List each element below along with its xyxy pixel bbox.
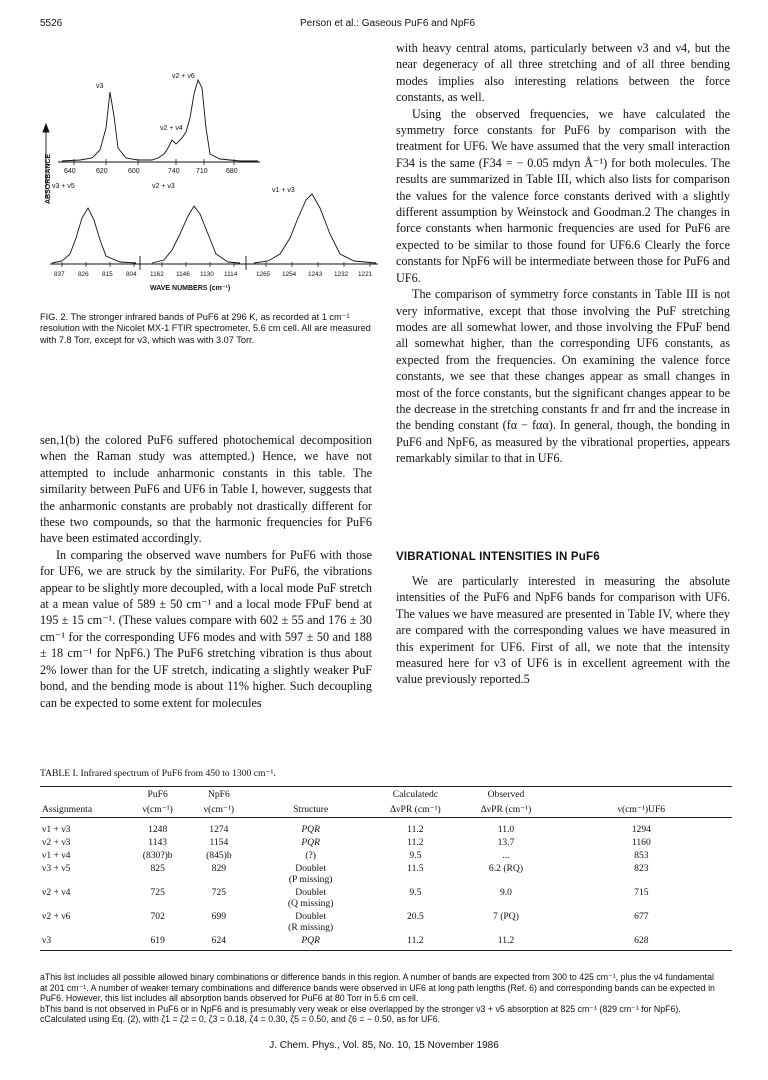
x-axis-label: WAVE NUMBERS (cm⁻¹) (150, 285, 231, 292)
tick-label: 1130 (200, 271, 214, 278)
cell-obs: 9.0 (499, 887, 512, 898)
cell-puf6: 725 (150, 887, 165, 898)
table-row (40, 818, 732, 837)
cell-calc: 9.5 (409, 850, 422, 861)
paragraph: The comparison of symmetry force constants in Table III is not very informative, except that those involving the PuF stretching modes are all somewhat lower, and those involving the FPuF bend all somewhat higher, than the corresponding UF6 constants, as expected from the frequencies. On examining the valence force constants, we see that these changes appear as small changes in most of the force constants, but the significant changes appear to be the decrease in the stretching constants fr and frr and the increase in the bending constant (fα − fαα). In general, though, the bonding in PuF6 and NpF6, as measured by the vibrational properties, appears remarkably similar to that in UF6. (396, 287, 730, 466)
cell-calc: 9.5 (409, 887, 422, 898)
col-header: ν(cm⁻¹)UF6 (551, 802, 732, 818)
col-header: ν(cm⁻¹) (129, 802, 185, 818)
structure: PQR (301, 824, 320, 835)
cell-uf6: 628 (551, 934, 732, 951)
cell-uf6: 823 (634, 863, 649, 874)
cell-obs: 13.7 (497, 837, 515, 848)
table-row (40, 886, 732, 910)
cell-puf6: 702 (150, 911, 165, 922)
tick-label: 1232 (334, 271, 349, 278)
table-row (40, 836, 732, 849)
cell-puf6: 1143 (148, 837, 168, 848)
table-title: TABLE I. Infrared spectrum of PuF6 from 450 to 1300 cm⁻¹. (40, 768, 276, 779)
cell-assignment: ν2 + ν4 (42, 887, 71, 898)
paragraph: with heavy central atoms, particularly between ν3 and ν4, but the near degeneracy of all three stretching and of all three bending modes implies also interesting relations between the force constants, as well. (396, 41, 730, 105)
structure-note: (R missing) (288, 922, 334, 933)
structure: Doublet (295, 887, 327, 898)
cell-puf6: (830?)b (142, 850, 173, 861)
tick-label: 620 (96, 168, 108, 175)
cell-puf6: 1248 (148, 824, 168, 835)
footnote: bThis band is not observed in PuF6 or in NpF6 and is presumably very weak or else overlapped by the stronger ν3 + ν5 absorption at 825 cm⁻¹ (829 cm⁻¹ for NpF6). (40, 1003, 681, 1014)
section-body (396, 573, 730, 688)
cell-calc: 11.2 (369, 934, 461, 951)
cell-puf6: 825 (150, 863, 165, 874)
col-header: Structure (252, 802, 370, 818)
cell-puf6: 619 (129, 934, 185, 951)
cell-assignment: ν3 (40, 934, 129, 951)
cell-assignment: ν2 + ν6 (42, 911, 71, 922)
col-header: NpF6 (186, 787, 252, 803)
left-column (40, 432, 372, 711)
cell-assignment: ν2 + ν3 (42, 837, 71, 848)
footnote: cCalculated using Eq. (2), with ζ1 = ζ2 = 0, ζ3 = 0.18, ζ4 = 0.30, ζ5 = 0.50, and ζ6 = − 0.50, as for UF6. (40, 1014, 441, 1025)
band-label-v2v3: ν2 + ν3 (152, 183, 175, 190)
cell-obs: 7 (PQ) (493, 911, 519, 922)
cell-assignment: ν1 + ν4 (42, 850, 71, 861)
cell-calc: 11.2 (407, 837, 424, 848)
cell-uf6: 853 (634, 850, 649, 861)
cell-npf6: 1154 (209, 837, 229, 848)
col-header: Calculatedc (369, 787, 461, 803)
cell-uf6: 1294 (631, 824, 651, 835)
cell-calc: 20.5 (406, 911, 424, 922)
bottom-spectrum-2 (152, 206, 240, 263)
tick-label: 1254 (282, 271, 297, 278)
tick-label: 804 (126, 271, 137, 278)
cell-structure (252, 934, 370, 951)
page-number: 5526 (40, 18, 63, 29)
tick-label: 710 (196, 168, 208, 175)
cell-calc: 11.2 (407, 824, 424, 835)
cell-obs: ... (502, 850, 510, 861)
cell-uf6: 1160 (631, 837, 651, 848)
band-label-v2v4: ν2 + ν4 (160, 125, 183, 132)
paragraph: We are particularly interested in measuring the absolute intensities of the PuF6 and NpF6 bands for comparison with UF6. The values we have measured are presented in Table IV, where they are compared with the corresponding values we have measured in this experiment for UF6. First of all, we note that the intensity measured here for ν3 of UF6 is in excellent agreement with the value previously reported.5 (396, 574, 730, 687)
bottom-spectrum-3 (254, 194, 376, 263)
cell-npf6: 699 (211, 911, 227, 922)
col-header: ν(cm⁻¹) (186, 802, 252, 818)
footnote: aThis list includes all possible allowed binary combinations or difference bands in this region. A number of bands are expected from 300 to 425 cm⁻¹, plus the ν4 fundamental at 201 cm⁻¹. A number of weaker ternary combinations and difference bands were observed in UF6 at long path lengths (Ref. 6) and corresponding bands can be expected in PuF6. However, this list includes all absorption bands observed for PuF6 at 80 Torr in 5.6 cm cell. (40, 972, 715, 1004)
cell-structure (252, 886, 370, 910)
table-footnotes (40, 972, 720, 1025)
cell-npf6: 624 (186, 934, 252, 951)
journal-footer: J. Chem. Phys., Vol. 85, No. 10, 15 November 1986 (269, 1040, 499, 1051)
paragraph: In comparing the observed wave numbers for PuF6 with those for UF6, we are struck by the similarity. For PuF6, the vibrations appear to be slightly more decoupled, with a local mode PuF stretch at a mean value of 589 ± 50 cm⁻¹ and a local mode FPuF bend at 195 ± 15 cm⁻¹. (These values compare with 602 ± 55 and 176 ± 30 cm⁻¹ for the corresponding UF6 modes and with 597 ± 50 and 188 ± 18 cm⁻¹ for NpF6.) The PuF6 stretching vibration is thus about 2% lower than for the UF stretch, indicating a slightly weaker PuF bond, and the bending mode is about 11% higher. Such decoupling can be expected to some extent for molecules (40, 547, 372, 710)
figure-spectra (40, 58, 380, 298)
cell-structure (252, 862, 370, 886)
col-header: Assignmenta (40, 802, 129, 818)
band-label-v3v5: ν3 + ν5 (52, 183, 75, 190)
table-row (40, 849, 732, 862)
table-row (40, 862, 732, 886)
tick-label: 837 (54, 271, 65, 278)
cell-structure (252, 818, 370, 837)
cell-assignment: ν3 + ν5 (42, 863, 71, 874)
tick-label: 1221 (358, 271, 373, 278)
col-header: ΔνPR (cm⁻¹) (461, 802, 550, 818)
figure-caption: FIG. 2. The stronger infrared bands of PuF6 at 296 K, as recorded at 1 cm⁻¹ resolution with the Nicolet MX-1 FTIR spectrometer, 5.6 cm cell. All are measured with 7.8 Torr, except for ν3, which was with 3.07 Torr. (40, 312, 371, 345)
band-label-v2v6: ν2 + ν6 (172, 73, 195, 80)
bottom-spectrum-1 (52, 208, 136, 263)
structure: PQR (301, 935, 320, 946)
section-heading: VIBRATIONAL INTENSITIES IN PuF6 (396, 551, 600, 563)
tick-label: 826 (78, 271, 89, 278)
cell-structure (252, 849, 370, 862)
tick-label: 1146 (176, 271, 190, 278)
cell-obs: 6.2 (RQ) (488, 863, 524, 874)
paragraph: sen,1(b) the colored PuF6 suffered photochemical decomposition when the Raman study was attempted.) Hence, we have not attempted to include anharmonic constants in this table. The similarity between PuF6 and UF6 in Table I, however, suggests that the anharmonic constants are probably not drastically different for these two compounds, so that the harmonic frequencies for PuF6 have been estimated accordingly. (40, 433, 372, 546)
col-header: PuF6 (129, 787, 185, 803)
tick-label: 1243 (308, 271, 323, 278)
col-header: Observed (461, 787, 550, 803)
col-header: ΔνPR (cm⁻¹) (369, 802, 461, 818)
tick-label: 740 (168, 168, 180, 175)
tick-label: 600 (128, 168, 140, 175)
right-column (396, 40, 730, 467)
structure: Doublet (295, 911, 327, 922)
cell-obs: 11.0 (497, 824, 515, 835)
tick-label: 815 (102, 271, 113, 278)
top-panel-spectrum (62, 80, 258, 161)
cell-npf6: 1274 (209, 824, 229, 835)
cell-npf6: (845)b (206, 850, 232, 861)
cell-npf6: 725 (211, 887, 227, 898)
structure: Doublet (295, 863, 327, 874)
cell-structure (252, 836, 370, 849)
structure-note: (P missing) (288, 874, 333, 885)
cell-obs: 11.2 (461, 934, 550, 951)
cell-npf6: 829 (211, 863, 227, 874)
band-label-v1v3: ν1 + ν3 (272, 187, 295, 194)
cell-structure (252, 910, 370, 934)
structure: PQR (301, 837, 320, 848)
tick-label: 680 (226, 168, 238, 175)
cell-uf6: 715 (634, 887, 649, 898)
paragraph: Using the observed frequencies, we have calculated the symmetry force constants for PuF6 by comparison with the treatment for UF6. We have assumed that the very small interaction F34 is the same (F34 = − 0.05 mdyn Å⁻¹) for both molecules. The results are summarized in Table III, which also lists for comparison the values for the valence force constants derived with a slightly different assumption by Weinstock and Goodman.2 The changes in force constants when harmonic frequencies are used for PuF6 are expected to be similar to those found for UF6.6 Clearly the force constants for NpF6 will be intermediate between those for PuF6 and UF6. (396, 106, 730, 285)
tick-label: 1162 (150, 271, 164, 278)
cell-uf6: 677 (634, 911, 649, 922)
table-row (40, 910, 732, 934)
structure-note: (Q missing) (287, 898, 334, 909)
table-row (40, 934, 732, 951)
tick-label: 640 (64, 168, 76, 175)
tick-label: 1265 (256, 271, 271, 278)
running-head: Person et al.: Gaseous PuF6 and NpF6 (300, 18, 476, 29)
structure: (?) (305, 850, 316, 861)
band-label-v3: ν3 (96, 83, 104, 90)
y-axis-label: ABSORBANCE (45, 153, 52, 204)
table-infrared-spectrum (40, 786, 732, 951)
cell-calc: 11.5 (407, 863, 424, 874)
cell-assignment: ν1 + ν3 (42, 824, 71, 835)
tick-label: 1114 (224, 271, 238, 278)
